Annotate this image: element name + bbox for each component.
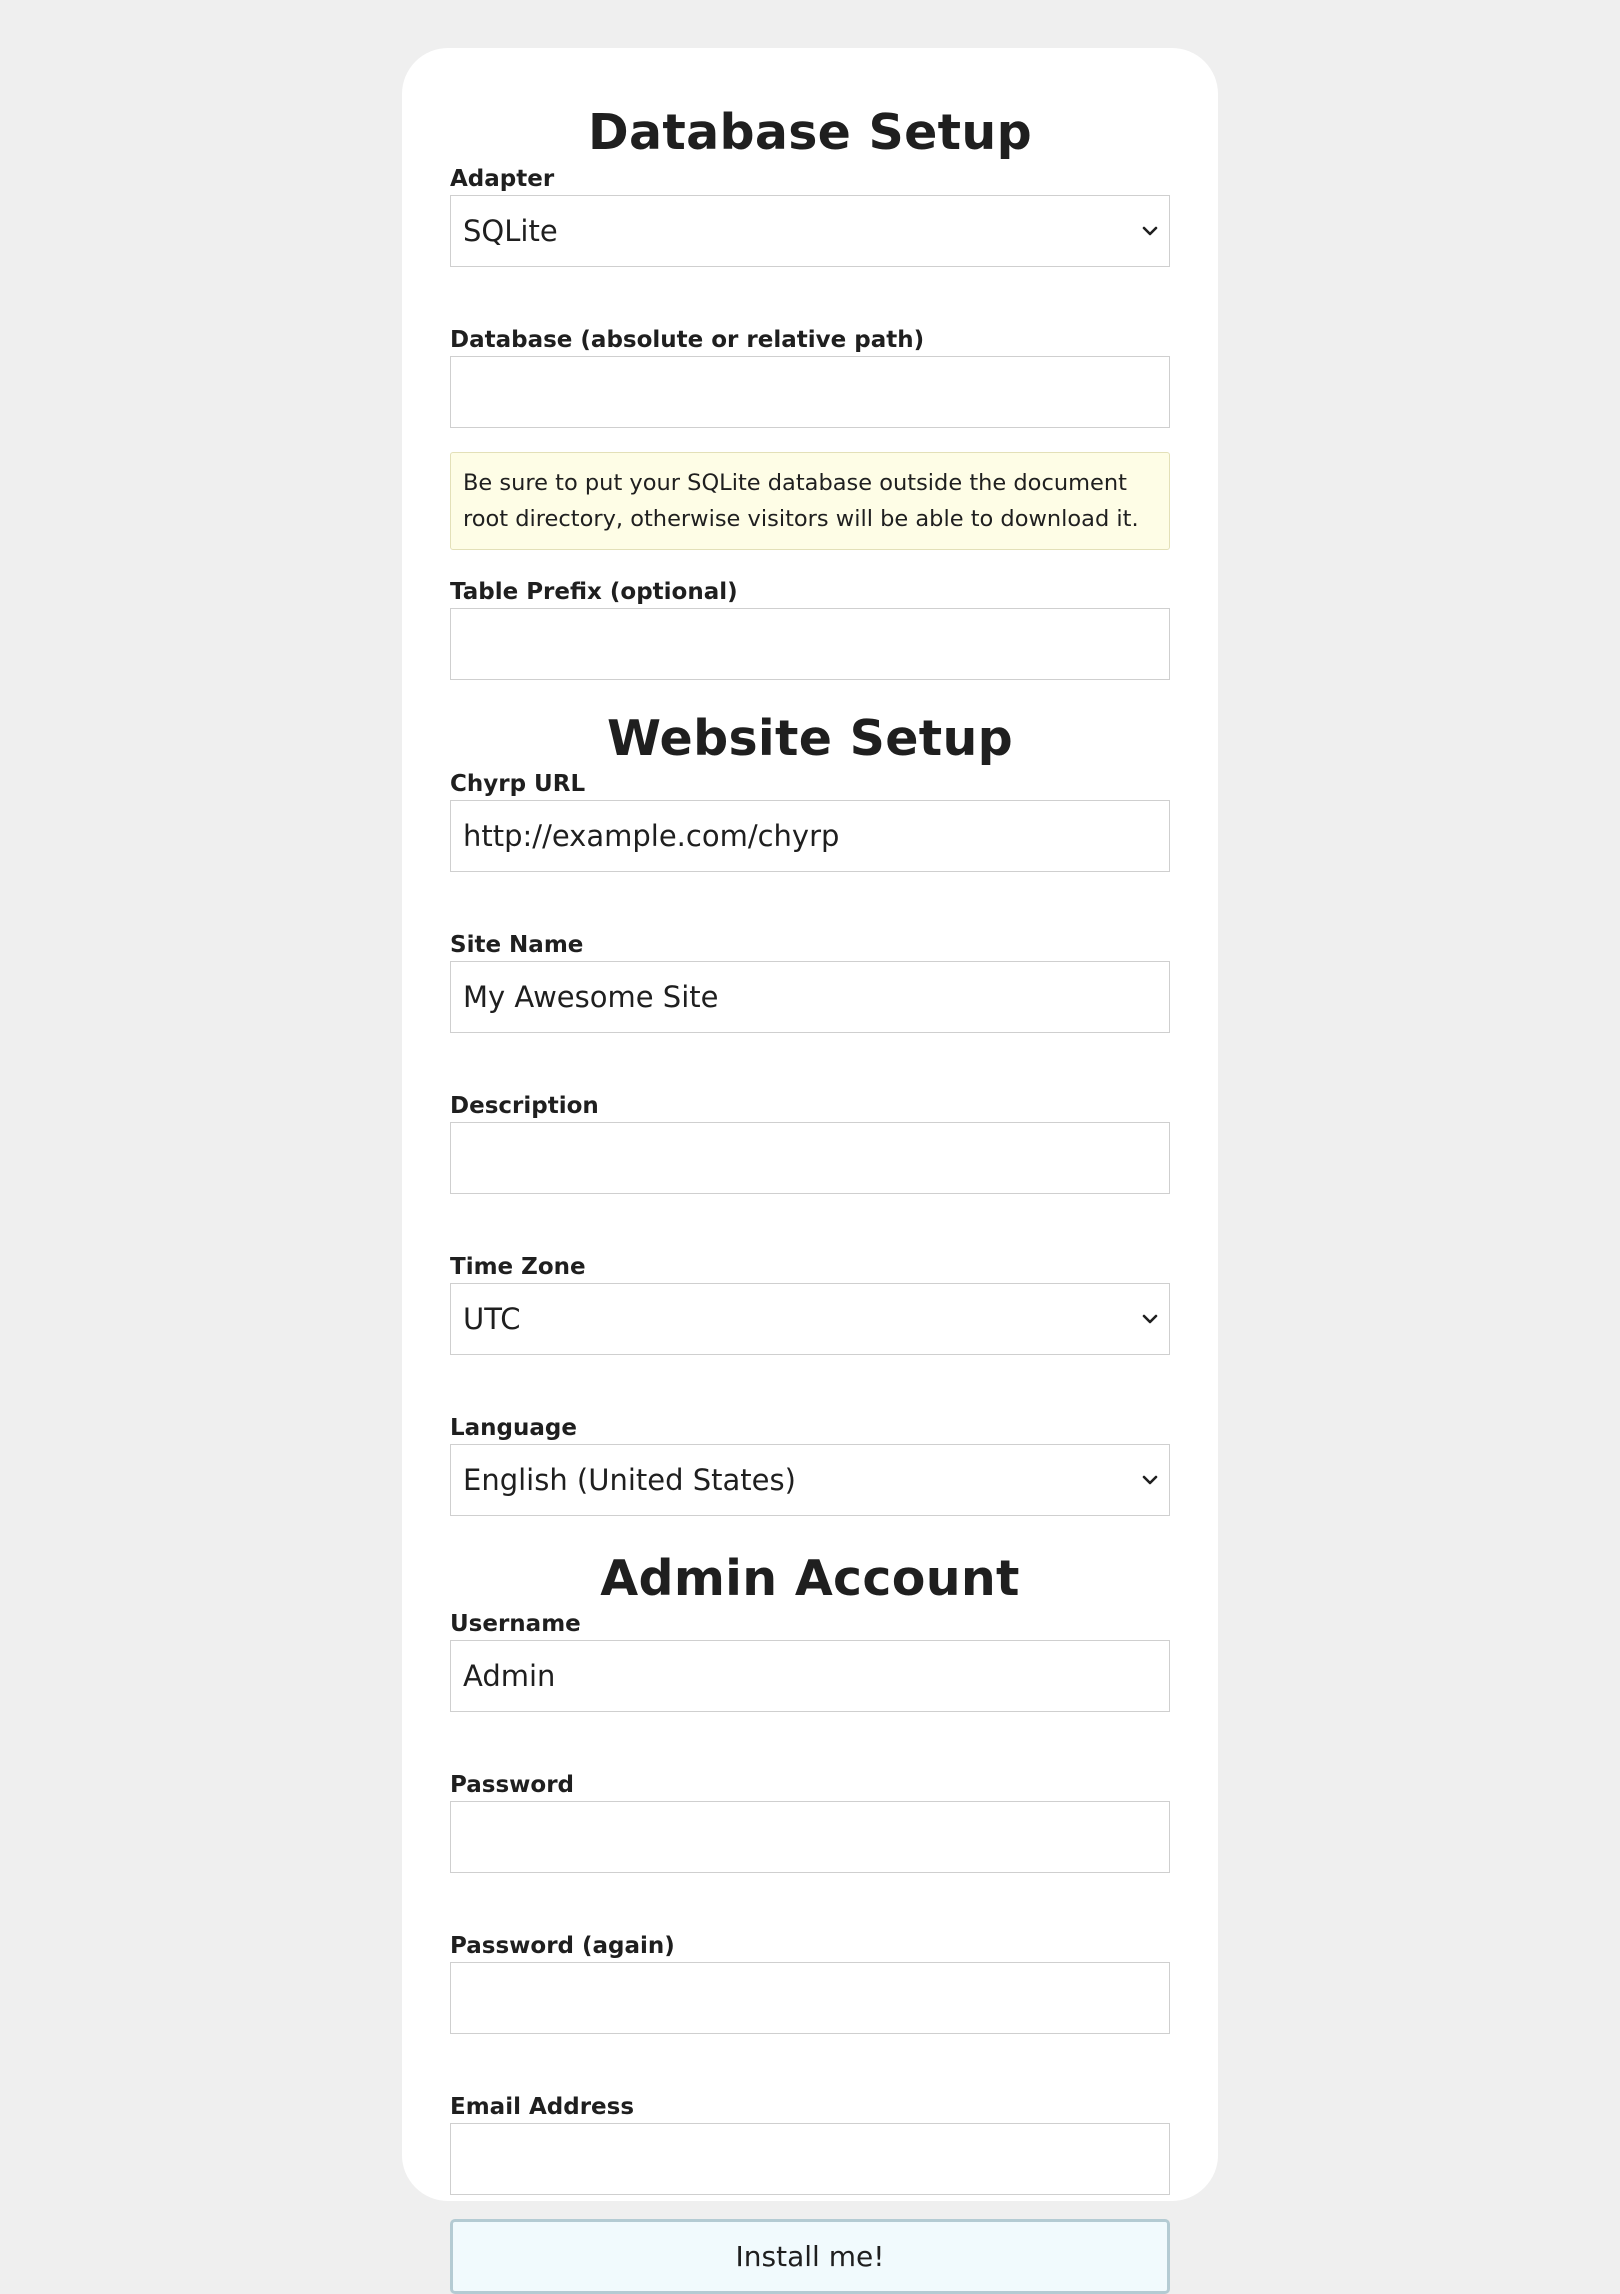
table-prefix-label: Table Prefix (optional) bbox=[450, 579, 738, 605]
site-name-value: My Awesome Site bbox=[463, 980, 719, 1014]
password-field bbox=[450, 1771, 1170, 1873]
adapter-field bbox=[450, 165, 1170, 267]
email-label: Email Address bbox=[450, 2094, 635, 2120]
time-zone-select[interactable] bbox=[450, 1283, 1170, 1355]
chevron-down-icon bbox=[1139, 1469, 1161, 1491]
language-select-value: English (United States) bbox=[463, 1463, 796, 1497]
time-zone-field bbox=[450, 1253, 1170, 1355]
time-zone-select-value: UTC bbox=[463, 1302, 521, 1336]
password-again-field bbox=[450, 1932, 1170, 2034]
database-setup-heading: Database Setup bbox=[588, 104, 1032, 161]
username-label: Username bbox=[450, 1611, 581, 1637]
chevron-down-icon bbox=[1139, 220, 1161, 242]
admin-account-heading: Admin Account bbox=[600, 1550, 1020, 1607]
description-label: Description bbox=[450, 1093, 599, 1119]
site-name-field bbox=[450, 931, 1170, 1033]
description-input[interactable] bbox=[450, 1122, 1170, 1194]
chyrp-url-value: http://example.com/chyrp bbox=[463, 819, 840, 853]
email-input[interactable] bbox=[450, 2123, 1170, 2195]
table-prefix-input[interactable] bbox=[450, 608, 1170, 680]
adapter-select-value: SQLite bbox=[463, 214, 558, 248]
database-path-field bbox=[450, 326, 1170, 428]
database-path-label: Database (absolute or relative path) bbox=[450, 327, 925, 353]
password-again-label: Password (again) bbox=[450, 1933, 675, 1959]
install-button[interactable]: Install me! bbox=[450, 2219, 1170, 2294]
database-path-input[interactable] bbox=[450, 356, 1170, 428]
password-label: Password bbox=[450, 1772, 574, 1798]
chyrp-url-input[interactable] bbox=[450, 800, 1170, 872]
password-input[interactable] bbox=[450, 1801, 1170, 1873]
sqlite-warning-note: Be sure to put your SQLite database outside the document root directory, otherwise visitors will be able to download it. bbox=[450, 452, 1170, 550]
chyrp-url-field bbox=[450, 770, 1170, 872]
email-field bbox=[450, 2093, 1170, 2195]
language-field bbox=[450, 1414, 1170, 1516]
chyrp-url-label: Chyrp URL bbox=[450, 771, 586, 797]
language-select[interactable] bbox=[450, 1444, 1170, 1516]
site-name-label: Site Name bbox=[450, 932, 584, 958]
time-zone-label: Time Zone bbox=[450, 1254, 586, 1280]
website-setup-heading: Website Setup bbox=[606, 710, 1014, 767]
adapter-select[interactable] bbox=[450, 195, 1170, 267]
install-form-card bbox=[402, 48, 1218, 2273]
language-label: Language bbox=[450, 1415, 577, 1441]
site-name-input[interactable] bbox=[450, 961, 1170, 1033]
description-field bbox=[450, 1092, 1170, 1194]
chevron-down-icon bbox=[1139, 1308, 1161, 1330]
username-field bbox=[450, 1610, 1170, 1712]
username-value: Admin bbox=[463, 1659, 556, 1693]
username-input[interactable] bbox=[450, 1640, 1170, 1712]
password-again-input[interactable] bbox=[450, 1962, 1170, 2034]
table-prefix-field bbox=[450, 578, 1170, 680]
adapter-label: Adapter bbox=[450, 166, 555, 192]
